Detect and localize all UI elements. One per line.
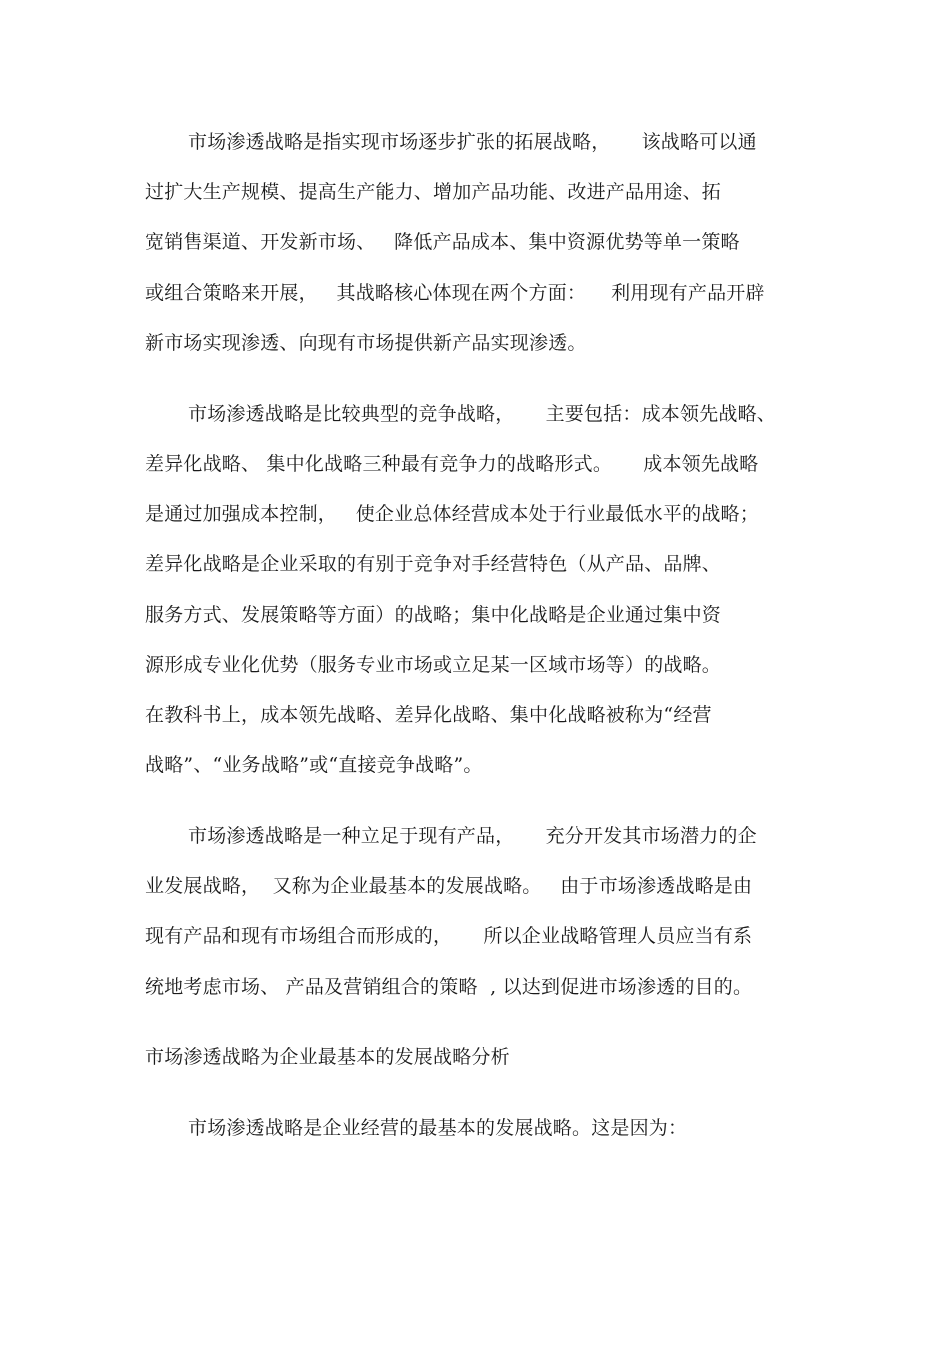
paragraph-3-line-2: 业发展战略， 又称为企业最基本的发展战略。 由于市场渗透战略是由: [145, 875, 753, 897]
paragraph-4-line-1: 市场渗透战略是企业经营的最基本的发展战略。这是因为：: [188, 1117, 688, 1139]
paragraph-2-line-3: 是通过加强成本控制， 使企业总体经营成本处于行业最低水平的战略；: [145, 503, 759, 525]
paragraph-3-line-4: 统地考虑市场、 产品及营销组合的策略 , 以达到促进市场渗透的目的。: [145, 976, 753, 998]
paragraph-2-line-5: 服务方式、发展策略等方面）的战略；集中化战略是企业通过集中资: [145, 604, 722, 626]
section-heading: 市场渗透战略为企业最基本的发展战略分析: [145, 1046, 510, 1068]
paragraph-2-line-7: 在教科书上，成本领先战略、差异化战略、集中化战略被称为“经营: [145, 704, 712, 726]
paragraph-1-line-3: 宽销售渠道、开发新市场、 降低产品成本、集中资源优势等单一策略: [145, 231, 740, 253]
paragraph-3-line-1: 市场渗透战略是一种立足于现有产品， 充分开发其市场潜力的企: [188, 825, 757, 847]
paragraph-1-line-4: 或组合策略来开展， 其战略核心体现在两个方面： 利用现有产品开辟: [145, 282, 765, 304]
paragraph-1-line-2: 过扩大生产规模、提高生产能力、增加产品功能、改进产品用途、拓: [145, 181, 722, 203]
paragraph-2-line-6: 源形成专业化优势（服务专业市场或立足某一区域市场等）的战略。: [145, 654, 722, 676]
paragraph-3-line-3: 现有产品和现有市场组合而形成的， 所以企业战略管理人员应当有系: [145, 925, 753, 947]
paragraph-1-line-5: 新市场实现渗透、向现有市场提供新产品实现渗透。: [145, 332, 587, 354]
paragraph-2-line-2: 差异化战略、 集中化战略三种最有竞争力的战略形式。 成本领先战略: [145, 453, 759, 475]
paragraph-2-line-4: 差异化战略是企业采取的有别于竞争对手经营特色（从产品、品牌、: [145, 553, 722, 575]
paragraph-1-line-1: 市场渗透战略是指实现市场逐步扩张的拓展战略， 该战略可以通: [188, 131, 757, 153]
paragraph-2-line-1: 市场渗透战略是比较典型的竞争战略， 主要包括：成本领先战略、: [188, 403, 776, 425]
paragraph-2-line-8: 战略”、“业务战略”或“直接竞争战略”。: [145, 754, 483, 776]
